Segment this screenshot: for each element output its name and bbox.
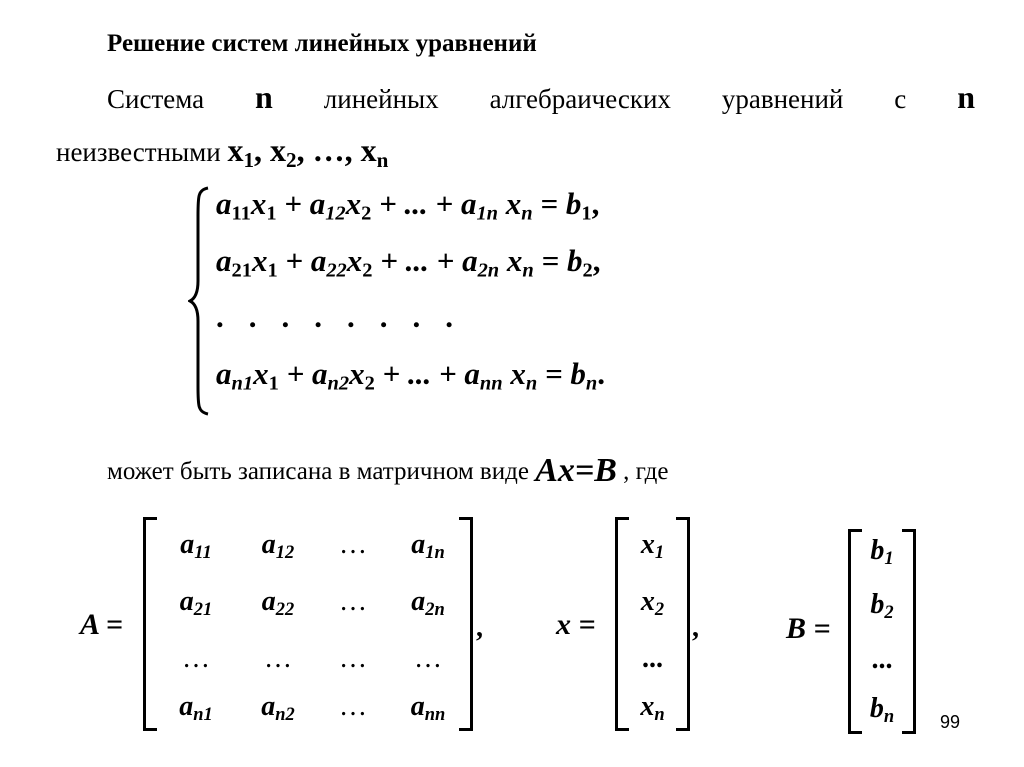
- vector-x-cell: ...: [642, 643, 663, 674]
- matrix-equation: Ax=B: [535, 452, 617, 489]
- matrix-a-cell: $a_{1n}$: [411, 529, 445, 563]
- vector-x: [615, 517, 690, 731]
- matrix-a-cell: …: [339, 691, 367, 722]
- matrix-a-cell: …: [339, 643, 367, 674]
- intro-n-1: n: [255, 79, 273, 115]
- matrix-a-cell: $a_{11}$: [180, 529, 212, 563]
- vector-b: [848, 529, 916, 734]
- vector-x-cell: $x_n$: [640, 691, 665, 725]
- vector-x-label: x =: [556, 608, 596, 641]
- matrix-a-cell: $a_{2n}$: [411, 586, 445, 620]
- curly-brace-icon: [188, 186, 210, 416]
- matrix-a-cell: $a_{nn}$: [410, 691, 446, 725]
- vector-b-cell: $b_n$: [869, 693, 895, 727]
- intro-n-2: n: [957, 79, 975, 115]
- matrix-a-cell: $a_{n2}$: [261, 691, 295, 725]
- comma: ,: [692, 612, 699, 643]
- matrix-a-cell: …: [414, 643, 442, 674]
- matrix-a-cell: …: [182, 643, 210, 674]
- intro-words: линейных алгебраических уравнений с: [323, 84, 907, 114]
- matrix-a-cell: $a_{22}$: [261, 586, 295, 620]
- vector-b-cell: $b_2$: [870, 589, 894, 623]
- matrix-a-label: A =: [80, 608, 123, 641]
- equation-ellipsis-row: ........: [216, 299, 478, 334]
- matrix-a-cell: …: [264, 643, 292, 674]
- equation-system: [188, 186, 788, 416]
- comma: ,: [476, 612, 483, 643]
- vector-b-cell: $b_1$: [870, 535, 894, 569]
- intro-line-2: [56, 132, 389, 172]
- equation-row-2: $a_{21}x_1 + a_{22}x_2$ + ... + $a_{2n}$ $x_n = b_2$,: [216, 243, 601, 282]
- intro-line-1: [107, 79, 975, 116]
- matrix-a-cell: $a_{12}$: [261, 529, 295, 563]
- matrix-a-cell: …: [339, 586, 367, 617]
- equation-row-1: $a_{11}x_1 + a_{12}x_2$ + ... + $a_{1n}$ $x_n = b_1$,: [216, 186, 600, 225]
- vector-b-label: B =: [786, 612, 831, 645]
- matrix-a-cell: $a_{21}$: [179, 586, 213, 620]
- matrix-a: [143, 517, 473, 731]
- matrix-form-sentence: может быть записана в матричном виде Ax=B , где: [107, 452, 669, 489]
- equation-row-n: $a_{n1}x_1 + a_{n2}x_2$ + ... + $a_{nn}$ $x_n = b_n$.: [216, 356, 606, 395]
- intro-word-unknowns: неизвестными: [56, 137, 221, 167]
- intro-word-system: Система: [107, 84, 205, 114]
- intro-variables: $x_1$, $x_2$, …, $x_n$: [227, 132, 389, 172]
- vector-x-cell: $x_1$: [640, 529, 665, 563]
- left-bracket: [143, 517, 157, 731]
- matrix-a-cell: $a_{n1}$: [179, 691, 213, 725]
- matrix-a-cell: …: [339, 529, 367, 560]
- page-number: 99: [940, 712, 961, 732]
- vector-b-cell: ...: [871, 644, 893, 675]
- vector-x-cell: $x_2$: [640, 586, 665, 620]
- page-title: Решение систем линейных уравнений: [107, 30, 537, 57]
